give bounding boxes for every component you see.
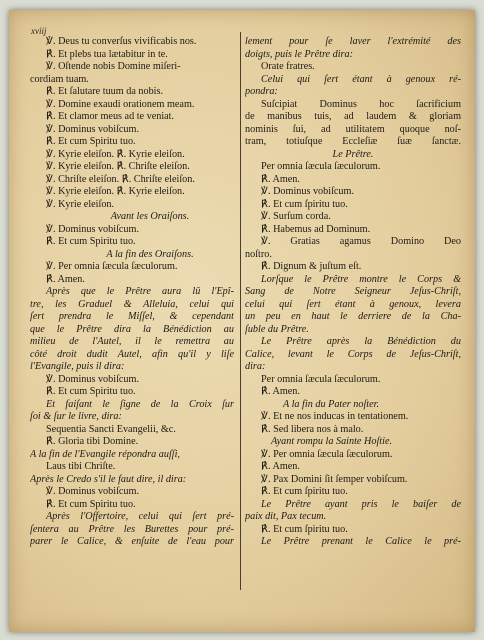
text-line: ℣. Dominus vobiſcum. [261,186,354,197]
text-line: Celui qui ſert étant à genoux ré- [261,73,461,85]
text-line: ℣. Dominus vobiſcum. [46,223,139,235]
text-line: ſert prendra le Miſſel, & cependant [30,311,234,322]
text-line: doigts, puis le Prêtre dira: [245,48,353,60]
text-line: que le Prêtre dira la Bénédiction au [30,323,234,335]
book-page [9,10,475,632]
text-line: ℟. Amen. [261,386,300,397]
text-line: A la fin du Pater noſter. [283,398,380,410]
text-line: Le Prêtre prenant le Calice le pré- [261,536,461,547]
text-line: Le Prêtre après la Bénédiction du [261,336,461,347]
text-line: Sang de Notre Seigneur Jeſus-Chriſt, [245,286,461,297]
text-line: Sequentia Sancti Evangelii, &c. [46,423,176,435]
text-line: cordiam tuam. [30,73,89,85]
text-line: ℣. Pax Domini ſit ſemper vobiſcum. [261,473,408,485]
text-line: Ayant rompu la Sainte Hoſtie. [271,436,393,447]
text-line: Calice, levant le Corps de Jeſus-Chriſt, [245,348,461,360]
text-line: dira: [245,361,266,372]
text-line: Et faiſant le ſigne de la Croix ſur [46,398,234,410]
text-line: ℣. Kyrie eleiſon. ℟. Kyrie eleiſon. [46,186,185,197]
text-line: milieu de l'Autel, il le remettra au [30,336,234,347]
text-line: ℟. Habemus ad Dominum. [261,223,371,235]
column-rule [240,32,241,590]
left-column [30,36,234,549]
text-line: Après le Credo s'il le faut dire, il dira: [30,473,187,485]
text-line: nominis ſui, ad utilitatem quoque noſ- [245,123,461,135]
text-line: pondra: [245,86,278,97]
text-line: ℣. Dominus vobiſcum. [46,123,139,135]
text-line: ℟. Et clamor meus ad te veniat. [46,111,175,122]
text-line: ℟. Et cum ſpiritu tuo. [261,486,348,497]
text-line: tre, les Graduel & Alleluia, celui qui [30,298,234,310]
text-line: ſoi & ſur le livre, dira: [30,411,122,422]
text-line: Laus tibi Chriſte. [46,461,116,472]
text-line: Après l'Offertoire, celui qui ſert pré- [46,511,234,522]
text-line: ℣. Gratias agamus Domino Deo [261,236,461,247]
text-line: celui qui ſert étant à genoux, levera [245,298,461,310]
text-line: de manibus tuis, ad laudem & gloriam [245,111,461,122]
text-line: lement pour ſe laver l'extrémité des [245,36,461,47]
text-line: A la fin des Oraiſons. [106,248,194,260]
text-line: ℟. Et cum Spiritu tuo. [46,236,136,247]
text-line: ſentera au Prêtre les Burettes pour pré- [30,523,234,535]
text-line: ℣. Kyrie eleiſon. [46,198,115,210]
text-line: ℟. Dignum & juſtum eſt. [261,261,362,272]
text-line: Suſcipiat Dominus hoc ſacrificium [261,98,461,110]
text-line: ℣. Chriſte eleiſon. ℟. Chriſte eleiſon. [46,173,195,185]
text-line: paix dit, Pax tecum. [245,511,327,522]
text-line: ℣. Dominus vobiſcum. [46,486,139,497]
text-line: côté droit dudit Autel, afin qu'il y liſe [30,348,234,360]
text-line: un peu en haut le derriere de la Cha- [245,311,461,322]
text-line: Per omnia ſæcula ſæculorum. [261,373,381,385]
text-line: ℟. Amen. [261,461,300,472]
text-line: Le Prêtre. [332,148,374,160]
text-line: ſuble du Prêtre. [245,323,309,335]
text-line: Avant les Oraiſons. [110,211,190,222]
text-line: Per omnia ſæcula ſæculorum. [261,161,381,172]
text-line: ℣. Per omnia ſæcula ſæculorum. [46,261,178,272]
text-line: ℟. Et plebs tua lætabitur in te. [46,48,168,60]
text-line: noſtro. [245,248,272,260]
text-line: ℣. Kyrie eleiſon. ℟. Chriſte eleiſon. [46,161,190,172]
text-line: ℟. Amen. [261,173,300,185]
text-line: ℟. Et cum ſpiritu tuo. [261,523,348,535]
right-column [245,36,461,549]
text-line: ℣. Deus tu converſus vivificabis nos. [46,36,197,47]
text-line: ℟. Et cum Spiritu tuo. [46,386,136,397]
text-line: ℟. Et cum Spiritu tuo. [46,498,136,510]
text-line: Le Prêtre ayant pris le baiſer de [261,498,461,510]
text-line: ℟. Gloria tibi Domine. [46,436,139,447]
text-line: ℣. Per omnia ſæcula ſæculorum. [261,448,393,460]
text-line: Orate fratres. [261,61,315,72]
text-line: ℟. Amen. [46,273,85,285]
text-line: A la fin de l'Evangile répondra auſſi, [30,448,180,460]
text-line: ℣. Domine exaudi orationem meam. [46,98,195,110]
text-line: parer le Calice, & enſuite de l'eau pour [30,536,234,547]
page-number: xviij [31,26,47,36]
text-line: ℣. Oſtende nobis Domine miſeri- [46,61,181,72]
text-line: ℟. Et cum ſpiritu tuo. [261,198,348,210]
text-line: l'Evangile, puis il dira: [30,361,125,372]
text-line: ℟. Et ſalutare tuum da nobis. [46,86,164,97]
text-line: ℣. Surſum corda. [261,211,331,222]
text-line: Lorſque le Prêtre montre le Corps & [261,273,461,285]
text-line: ℣. Et ne nos inducas in tentationem. [261,411,409,422]
text-line: tram, totiuſque Eccleſiæ ſuæ ſanctæ. [245,136,461,147]
text-line: ℣. Dominus vobiſcum. [46,373,139,385]
text-line: ℟. Sed libera nos à malo. [261,423,364,435]
text-line: ℟. Et cum Spiritu tuo. [46,136,136,147]
text-line: Après que le Prêtre aura lû l'Epî- [46,286,234,297]
text-line: ℣. Kyrie eleiſon. ℟. Kyrie eleiſon. [46,148,185,160]
